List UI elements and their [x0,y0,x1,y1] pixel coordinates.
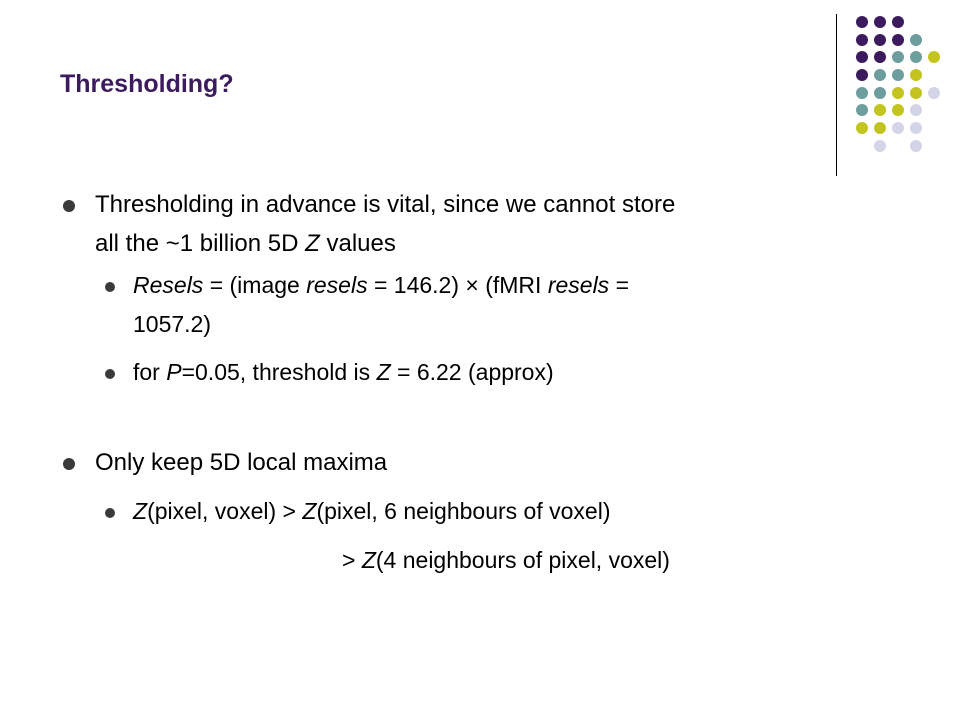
dot [892,87,904,99]
sub-1-line-1 [133,270,629,301]
dot-row-4 [856,69,922,81]
sub-3-z2: Z [302,498,317,524]
dot [856,69,868,81]
dot-row-1 [856,16,904,28]
dot [856,16,868,28]
dot [928,87,940,99]
dot [856,104,868,116]
dot-row-8 [874,140,922,152]
dot [856,51,868,63]
bullet-1-text-c: values [319,230,396,257]
sub-2-text-b: =0.05, threshold is [181,359,377,385]
dot [856,122,868,134]
sub-3-line [133,496,611,527]
sub-1-resels: Resels [133,272,204,298]
sub-1-resels-3: resels [547,272,610,298]
sub-1-resels-2: resels [306,272,368,298]
dot [874,140,886,152]
sub-3-text-b: (pixel, 6 neighbours of voxel) [316,498,611,524]
sub-2-z: Z [376,359,391,385]
dot-row-7 [856,122,922,134]
dot [928,51,940,63]
dot [910,69,922,81]
dot [856,34,868,46]
sub-2-p: P [166,359,182,385]
dot [892,16,904,28]
page-title: Thresholding? [60,70,234,98]
dot [892,34,904,46]
sub-1-text-a: = (image [203,272,307,298]
sub-1-text-c: = [609,272,630,298]
dot-row-5 [856,87,940,99]
sub-1-text-d: 1057.2) [133,311,212,337]
dot [874,104,886,116]
cont-text-a: > [342,547,362,573]
dot-row-2 [856,34,922,46]
bullet-2-line [95,447,387,478]
dot [910,104,922,116]
dot [874,69,886,81]
dot-row-6 [856,104,922,116]
decorative-dot-grid [0,0,960,200]
dot [874,16,886,28]
dot [910,122,922,134]
bullet-2-text: Only keep 5D local maxima [95,449,388,476]
dot [874,34,886,46]
bullet-1-text-a: Thresholding in advance is vital, since we cannot store [95,191,676,218]
sub-bullet-dot [105,508,115,518]
bullet-1-line-1 [95,189,675,220]
sub-2-line [133,357,554,388]
dot [910,140,922,152]
sub-3-z1: Z [133,498,148,524]
cont-z: Z [361,547,376,573]
sub-3-continuation [342,545,670,576]
dot [874,87,886,99]
dot-row-3 [856,51,940,63]
bullet-1-text-b: all the ~1 billion 5D [95,230,306,257]
sub-1-text-b: = 146.2) × (fMRI [367,272,548,298]
dot [910,51,922,63]
dot [910,34,922,46]
bullet-dot [63,200,75,212]
dot [892,104,904,116]
sub-3-text-a: (pixel, voxel) > [147,498,303,524]
cont-text-b: (4 neighbours of pixel, voxel) [375,547,670,573]
bullet-1-line-2 [95,228,396,259]
sub-1-line-2 [133,309,211,340]
sub-bullet-dot [105,282,115,292]
bullet-dot [63,458,75,470]
dot [874,122,886,134]
dot [892,51,904,63]
dot [892,122,904,134]
dot [856,87,868,99]
bullet-1-z: Z [305,230,320,257]
dot [892,69,904,81]
sub-2-text-a: for [133,359,167,385]
sub-bullet-dot [105,369,115,379]
sub-2-text-c: = 6.22 (approx) [390,359,554,385]
dot [910,87,922,99]
dot [874,51,886,63]
